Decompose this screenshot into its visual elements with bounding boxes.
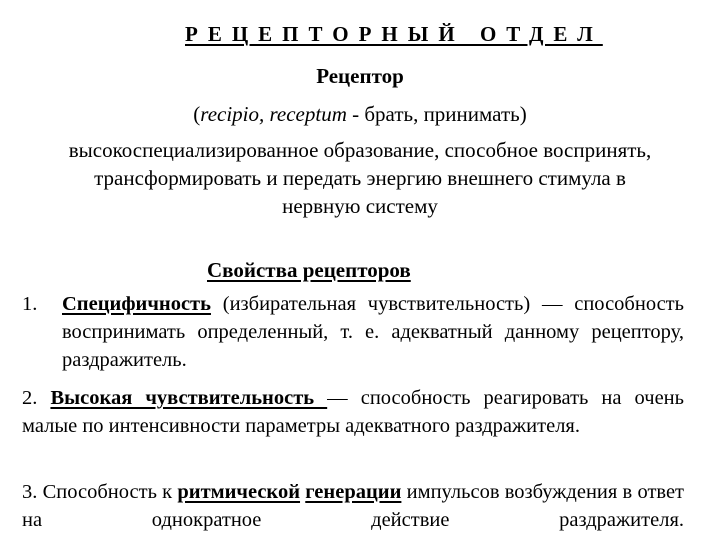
slide-heading: РЕЦЕПТОРНЫЙ ОТДЕЛ	[185, 22, 603, 46]
definition-line: трансформировать и передать энергию внешнего стимула в	[94, 166, 626, 190]
item-text: (избирательная чувствительность) — способность воспринимать определенный, т. е. адекватный данному рецептору, раздражитель.	[62, 293, 684, 371]
etymology-open: (	[193, 102, 201, 126]
item-number: 2.	[22, 387, 38, 409]
property-item-1	[22, 290, 684, 374]
item-number: 1.	[22, 293, 38, 315]
term-title: Рецептор	[316, 64, 404, 88]
item-term: Специфичность	[62, 293, 211, 315]
property-item-2	[22, 384, 684, 440]
item-number: 3.	[22, 481, 38, 503]
item-term: ритмической	[177, 481, 301, 503]
definition	[0, 136, 720, 220]
etymology-latin: recipio, receptum	[200, 102, 347, 126]
item-term: генерации	[305, 481, 402, 503]
item-pre: Способность к	[37, 481, 178, 503]
etymology-translation: - брать, принимать)	[346, 102, 527, 126]
item-text: — способность реагировать на очень малые по интенсивности параметры адекватного раздражителя.	[22, 387, 684, 437]
property-item-3	[22, 478, 684, 534]
item-term: Высокая чувствительность	[50, 387, 328, 409]
definition-line: высокоспециализированное образование, способное воспринять,	[68, 138, 652, 162]
etymology-line	[0, 102, 720, 127]
item-body	[62, 290, 684, 374]
item-text: импульсов возбуждения в ответ на однократное действие раздражителя.	[22, 481, 685, 531]
definition-line: нервную систему	[282, 194, 438, 218]
properties-title: Свойства рецепторов	[207, 258, 411, 282]
